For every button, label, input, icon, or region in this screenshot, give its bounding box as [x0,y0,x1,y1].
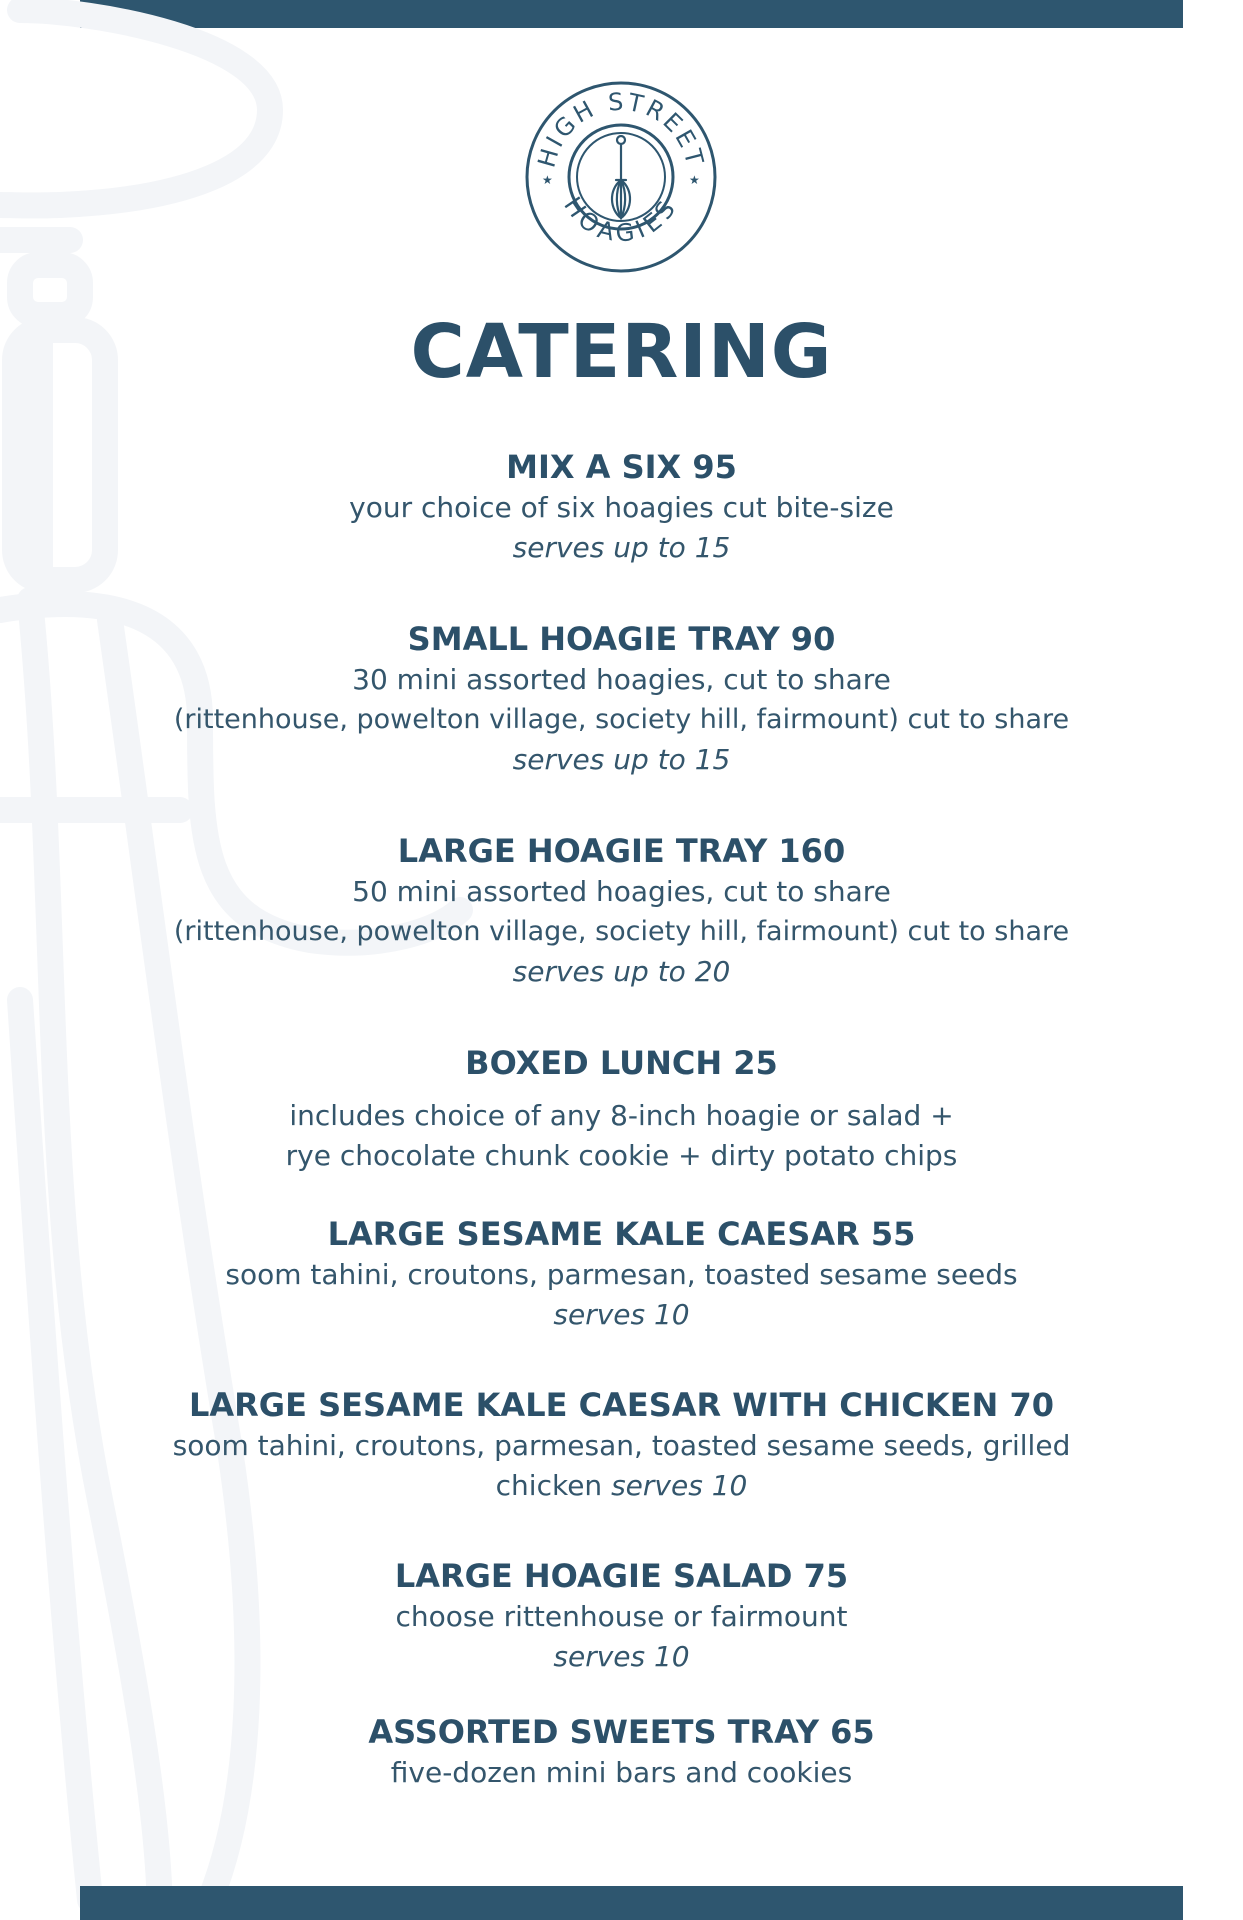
menu-item-serves: serves 10 [553,1640,690,1673]
menu-item-description: includes choice of any 8-inch hoagie or salad + [289,1099,954,1132]
menu-item-description: 50 mini assorted hoagies, cut to share [352,875,891,908]
logo-star-right-icon: ★ [689,173,700,187]
menu-item-description: (rittenhouse, powelton village, society hill, fairmount) cut to share [173,704,1070,735]
menu-item-serves: serves up to 20 [512,955,731,988]
menu-item-serves: serves 10 [611,1469,748,1502]
menu-item-description: (rittenhouse, powelton village, society hill, fairmount) cut to share [173,916,1070,947]
menu-item-description-prefix: chicken [495,1469,603,1502]
menu-item-description: your choice of six hoagies cut bite-size [349,491,894,524]
menu-item-small-hoagie-tray [120,618,1123,780]
menu-item-name: LARGE SESAME KALE CAESAR 55 [327,1215,916,1253]
menu-item-large-hoagie-salad [120,1555,1123,1677]
menu-item-large-sesame-kale-caesar-chicken [120,1384,1123,1506]
menu-item-assorted-sweets-tray [120,1711,1123,1793]
menu-item-name: BOXED LUNCH 25 [465,1044,778,1082]
high-street-hoagies-logo [524,80,718,274]
menu-item-description: soom tahini, croutons, parmesan, toasted sesame seeds [225,1258,1018,1291]
menu-item-name: LARGE SESAME KALE CAESAR WITH CHICKEN 70 [189,1386,1054,1424]
menu-item-description: choose rittenhouse or fairmount [395,1600,848,1633]
menu-item-serves: serves up to 15 [512,531,731,564]
menu-item-serves: serves up to 15 [512,743,731,776]
top-border-bar [80,0,1183,28]
menu-item-description: soom tahini, croutons, parmesan, toasted sesame seeds, grilled [172,1429,1071,1462]
menu-item-name: MIX A SIX 95 [506,448,737,486]
menu-item-description-last-line [120,1466,1123,1506]
menu-item-name: ASSORTED SWEETS TRAY 65 [368,1713,875,1751]
menu-item-description: five-dozen mini bars and cookies [390,1756,853,1789]
menu-item-boxed-lunch [120,1042,1123,1176]
menu-item-name: LARGE HOAGIE TRAY 160 [397,832,846,870]
menu-item-name: LARGE HOAGIE SALAD 75 [394,1557,849,1595]
logo-arc-bottom-text: HOAGIES [558,191,684,248]
menu-item-large-hoagie-tray [120,830,1123,992]
menu-item-description: 30 mini assorted hoagies, cut to share [352,663,891,696]
menu-item-serves: serves 10 [553,1298,690,1331]
logo-arc-top-text: HIGH STREET [532,87,710,171]
menu-item-large-sesame-kale-caesar [120,1213,1123,1335]
menu-item-mix-a-six [120,446,1123,568]
menu-item-name: SMALL HOAGIE TRAY 90 [407,620,836,658]
menu-item-description: rye chocolate chunk cookie + dirty potato chips [285,1139,958,1172]
page-title: CATERING [410,309,833,395]
logo-star-left-icon: ★ [542,173,553,187]
bottom-border-bar [80,1886,1183,1920]
